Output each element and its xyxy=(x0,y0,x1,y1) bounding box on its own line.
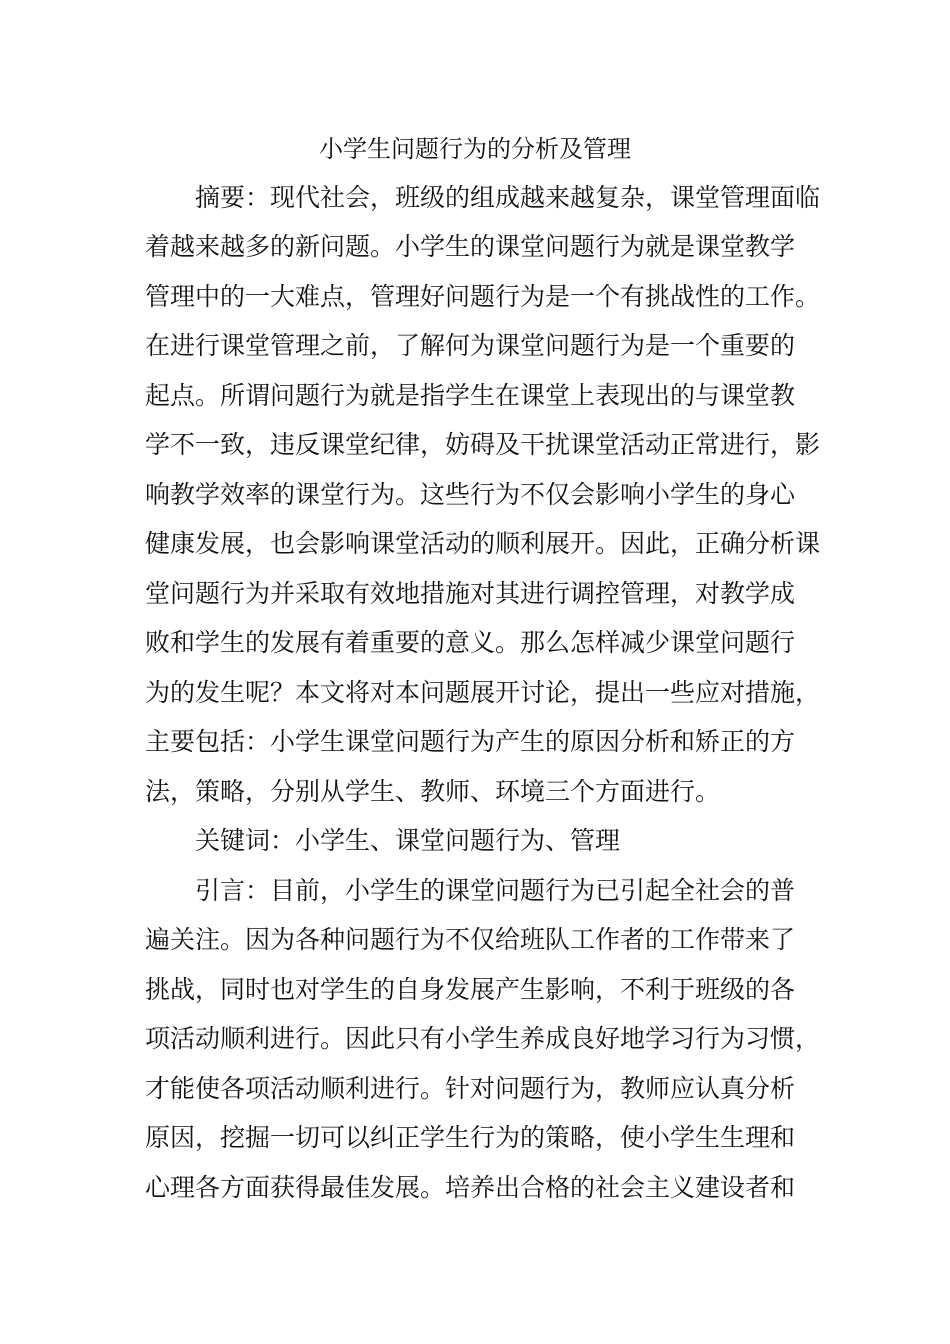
text-line: 项活动顺利进行。因此只有小学生养成良好地学习行为习惯， xyxy=(145,1024,821,1053)
text-line: 学不一致，违反课堂纪律，妨碍及干扰课堂活动正常进行，影 xyxy=(145,430,821,459)
text-line: 原因，挖掘一切可以纠正学生行为的策略，使小学生生理和 xyxy=(145,1123,796,1152)
text-line: 败和学生的发展有着重要的意义。那么怎样减少课堂问题行 xyxy=(145,628,796,657)
text-line: 摘要：现代社会，班级的组成越来越复杂，课堂管理面临 xyxy=(195,183,821,212)
keywords-line: 关键词：小学生、课堂问题行为、管理 xyxy=(195,826,621,855)
text-line: 法，策略，分别从学生、教师、环境三个方面进行。 xyxy=(145,777,721,806)
text-line: 主要包括：小学生课堂问题行为产生的原因分析和矫正的方 xyxy=(145,727,796,756)
text-line: 堂问题行为并采取有效地措施对其进行调控管理，对教学成 xyxy=(145,579,796,608)
text-line: 心理各方面获得最佳发展。培养出合格的社会主义建设者和 xyxy=(145,1173,796,1202)
text-line: 健康发展，也会影响课堂活动的顺利展开。因此，正确分析课 xyxy=(145,529,821,558)
text-line: 起点。所谓问题行为就是指学生在课堂上表现出的与课堂教 xyxy=(145,381,796,410)
text-line: 引言：目前，小学生的课堂问题行为已引起全社会的普 xyxy=(195,876,796,905)
text-line: 管理中的一大难点，管理好问题行为是一个有挑战性的工作。 xyxy=(145,282,821,311)
text-line: 在进行课堂管理之前，了解何为课堂问题行为是一个重要的 xyxy=(145,331,796,360)
text-line: 为的发生呢？本文将对本问题展开讨论，提出一些应对措施， xyxy=(145,678,821,707)
text-line: 挑战，同时也对学生的自身发展产生影响，不利于班级的各 xyxy=(145,975,796,1004)
document-title: 小学生问题行为的分析及管理 xyxy=(319,135,631,163)
text-line: 响教学效率的课堂行为。这些行为不仅会影响小学生的身心 xyxy=(145,480,796,509)
text-line: 遍关注。因为各种问题行为不仅给班队工作者的工作带来了 xyxy=(145,925,796,954)
text-line: 才能使各项活动顺利进行。针对问题行为，教师应认真分析 xyxy=(145,1074,796,1103)
text-line: 着越来越多的新问题。小学生的课堂问题行为就是课堂教学 xyxy=(145,232,796,261)
